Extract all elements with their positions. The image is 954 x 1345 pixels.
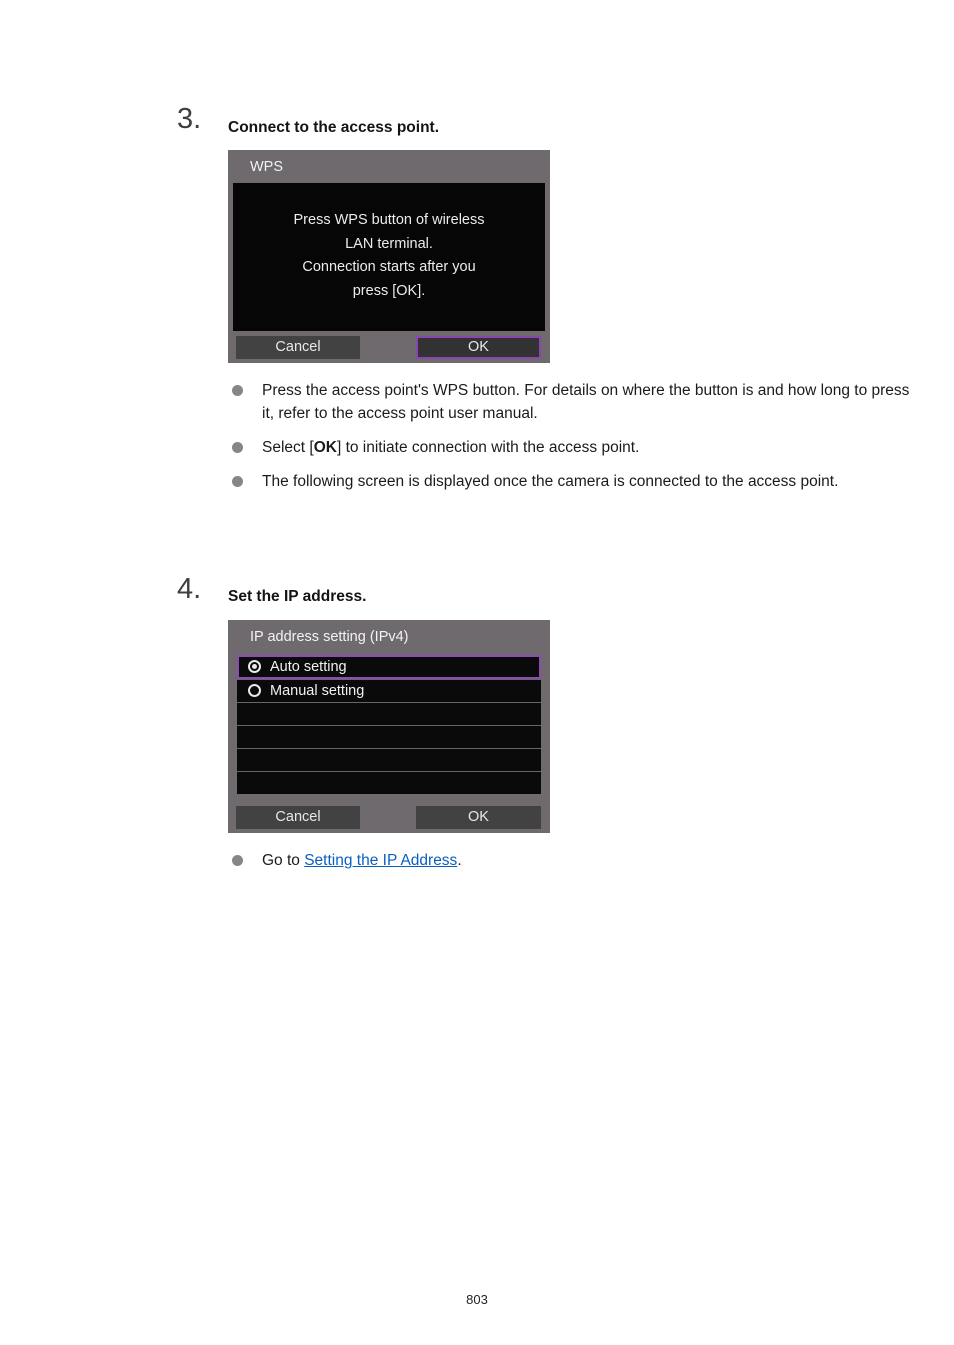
wps-screenshot — [228, 150, 550, 363]
bullet-text — [262, 470, 918, 493]
bullet-text-segment: The following screen is displayed once the camera is connected to the access point. — [262, 473, 839, 490]
step-3-bullets — [229, 379, 918, 504]
bullet-text-bold: OK — [313, 439, 337, 456]
wps-screen-title: WPS — [250, 159, 284, 175]
step-3-number: 3. — [177, 103, 202, 135]
bullet-text-segment: Go to — [262, 852, 305, 869]
step-4-number: 4. — [177, 573, 202, 605]
empty-row — [237, 725, 541, 748]
wps-message-panel — [233, 183, 545, 331]
wps-message-line: LAN terminal. — [345, 235, 433, 252]
bullet-text — [262, 379, 918, 425]
bullet-text-segment: . — [457, 852, 462, 869]
step-4-bullets — [229, 849, 918, 883]
option-auto-setting — [237, 655, 541, 679]
bullet-item — [229, 436, 918, 459]
bullet-icon — [232, 476, 243, 487]
bullet-item — [229, 379, 918, 425]
empty-row — [237, 702, 541, 725]
bullet-icon — [232, 442, 243, 453]
page-number: 803 — [466, 1292, 488, 1307]
option-manual-setting — [237, 679, 541, 702]
wps-message-line: Press WPS button of wireless — [293, 212, 485, 228]
wps-message-line: press [OK]. — [352, 282, 426, 299]
empty-row — [237, 771, 541, 794]
ip-cancel-button: Cancel — [236, 806, 360, 829]
wps-cancel-button: Cancel — [236, 336, 360, 359]
step-3-title: Connect to the access point. — [228, 119, 440, 136]
radio-selected-icon — [248, 660, 261, 673]
bullet-text-segment: Select [ — [262, 439, 314, 456]
bullet-icon — [232, 855, 243, 866]
bullet-icon — [232, 385, 243, 396]
ip-ok-button: OK — [416, 806, 541, 829]
bullet-item — [229, 849, 918, 872]
bullet-text — [262, 436, 918, 459]
bullet-item — [229, 470, 918, 493]
wps-ok-button: OK — [416, 336, 541, 359]
option-label: Manual setting — [270, 683, 365, 699]
ip-screen-title: IP address setting (IPv4) — [250, 629, 409, 645]
ip-address-screenshot — [228, 620, 550, 833]
wps-message-line: Connection starts after you — [302, 259, 476, 275]
option-label: Auto setting — [270, 659, 347, 675]
bullet-text-segment: ] to initiate connection with the access point. — [336, 439, 640, 456]
step-4-title: Set the IP address. — [228, 588, 367, 605]
setting-ip-address-link[interactable]: Setting the IP Address — [304, 852, 458, 869]
radio-unselected-icon — [248, 684, 261, 697]
bullet-text-segment: Press the access point's WPS button. For details on where the button is and how long to press it, refer to the access point user manual. — [262, 382, 910, 422]
ip-options-list — [237, 655, 541, 794]
empty-row — [237, 748, 541, 771]
bullet-text — [262, 849, 918, 872]
